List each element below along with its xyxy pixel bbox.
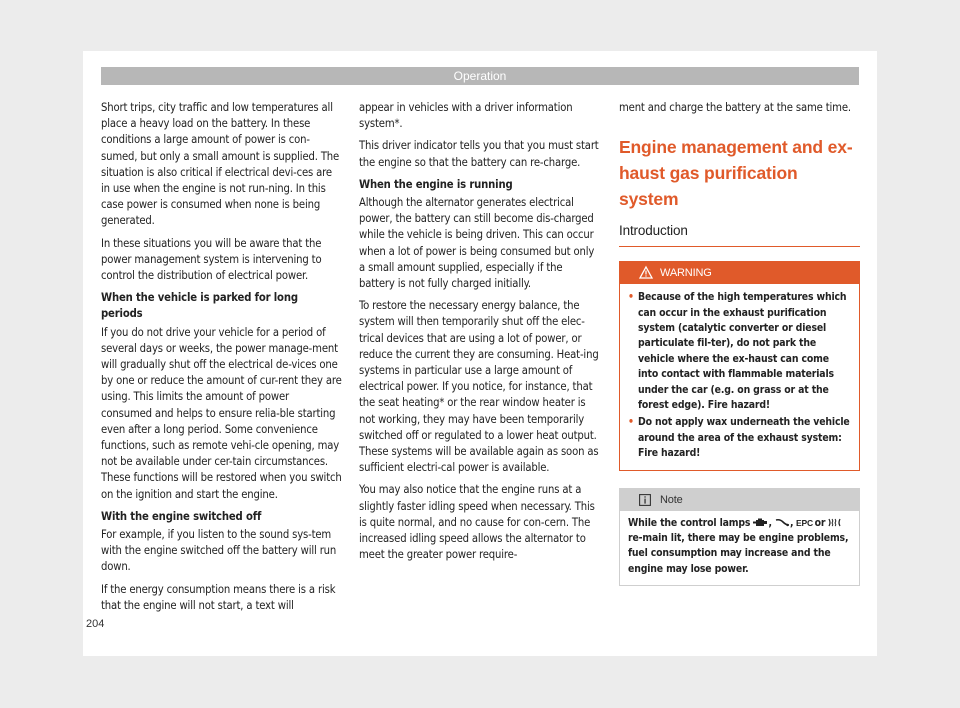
warning-item	[628, 290, 851, 413]
note-text: or	[814, 516, 826, 529]
glow-plug-lamp-icon	[828, 518, 841, 527]
column-middle	[359, 100, 600, 569]
paragraph: For example, if you listen to the sound sys-tem with the engine switched off the battery will run down.	[101, 528, 337, 574]
paragraph: If you do not drive your vehicle for a period of several days or weeks, the power manage-ment will gradually shut off the electrical de-vices one by one or reduce the amount of cur-rent they are using. This limits the amount of power consumed and helps to ensure relia-ble starting even after a long period. Some convenience functions, such as remote vehi-cle opening, may not be available under cer-tain circumstances. These functions will be restored when you switch on the ignition and start the engine.	[101, 325, 342, 501]
paragraph: This driver indicator tells you that you must start the engine so that the battery can re-charge.	[359, 139, 599, 169]
note-separator: ,	[768, 516, 772, 529]
epc-lamp-icon	[796, 518, 814, 529]
paragraph: Although the alternator generates electrical power, the battery can still become dis-charged while the vehicle is being driven. This can occur when a lot of power is being consumed but only a small amount supplied, especially if the battery is not fully charged initially.	[359, 196, 595, 291]
column-left	[101, 100, 342, 620]
engine-lamp-icon	[753, 518, 768, 527]
subsection-parked	[101, 290, 342, 503]
warning-box	[619, 261, 860, 470]
note-label: Note	[660, 493, 683, 506]
warning-triangle-icon	[639, 266, 653, 279]
info-icon	[639, 494, 651, 506]
warning-header	[620, 262, 859, 284]
paragraph: To restore the necessary energy balance, the system will then temporarily shut off the elec-trical devices that are using a lot of power, or reduce the current they are consuming. Heat-ing systems in particular use a large amount of electrical power. If you notice, for instance, that the seat heating* or the rear window heater is not working, they may have been temporarily switched off or regulated to a lower heat output. These systems will be available again as soon as sufficient electri-cal power is available.	[359, 299, 599, 475]
paragraph: appear in vehicles with a driver information system*.	[359, 101, 573, 131]
page-header: Operation	[101, 67, 859, 85]
note-header	[620, 489, 859, 511]
paragraph: You may also notice that the engine runs at a slightly faster idling speed when necessary. This is quite normal, and no cause for con-cern. The increased idling speed allows the alternator to meet the greater power require-	[359, 483, 595, 562]
warning-body	[620, 284, 859, 469]
warning-label: WARNING	[660, 267, 712, 280]
subsection-switched-off	[101, 509, 342, 576]
note-text: re-main lit, there may be engine problems, fuel consumption may increase and the engine may lose power.	[628, 532, 849, 575]
paragraph: Short trips, city traffic and low temperatures all place a heavy load on the battery. In these conditions a large amount of power is con-sumed, but only a small amount is supplied. The situation is also critical if electrical devi-ces are in use when the engine is not run-ning. In this case power is consumed when none is being generated.	[101, 101, 340, 228]
bullet-icon: •	[628, 291, 634, 304]
column-right	[619, 100, 860, 586]
svg-text:EPC: EPC	[796, 518, 814, 529]
note-body	[620, 511, 859, 586]
section-title: Engine management and ex-haust gas purification system	[619, 137, 853, 210]
exhaust-lamp-icon	[775, 518, 790, 527]
page-number: 204	[86, 618, 105, 630]
paragraph: In these situations you will be aware that the power management system is intervening to control the distribution of electrical power.	[101, 236, 322, 283]
subheading-switched-off: With the engine switched off	[101, 509, 262, 523]
warning-item-text: Because of the high temperatures which can occur in the exhaust purification system (catalytic converter or diesel particulate fil-ter), do not park the vehicle where the ex-haust can come into contact with flammable materials under the car (e.g. on grass or at the forest edge). Fire hazard!	[638, 291, 847, 412]
note-text: While the control lamps	[628, 516, 751, 529]
warning-item-text: Do not apply wax underneath the vehicle around the area of the exhaust system: Fire hazard!	[638, 416, 850, 460]
bullet-icon: •	[628, 416, 634, 429]
subheading-parked: When the vehicle is parked for long periods	[101, 291, 298, 321]
subsection-running	[359, 177, 600, 292]
paragraph: ment and charge the battery at the same time.	[619, 101, 851, 114]
note-separator: ,	[789, 516, 794, 529]
warning-item	[628, 415, 851, 461]
paragraph: If the energy consumption means there is a risk that the engine will not start, a text will	[101, 582, 336, 612]
subheading-running: When the engine is running	[359, 177, 513, 191]
intro-heading: Introduction	[619, 222, 860, 247]
note-box	[619, 488, 860, 587]
